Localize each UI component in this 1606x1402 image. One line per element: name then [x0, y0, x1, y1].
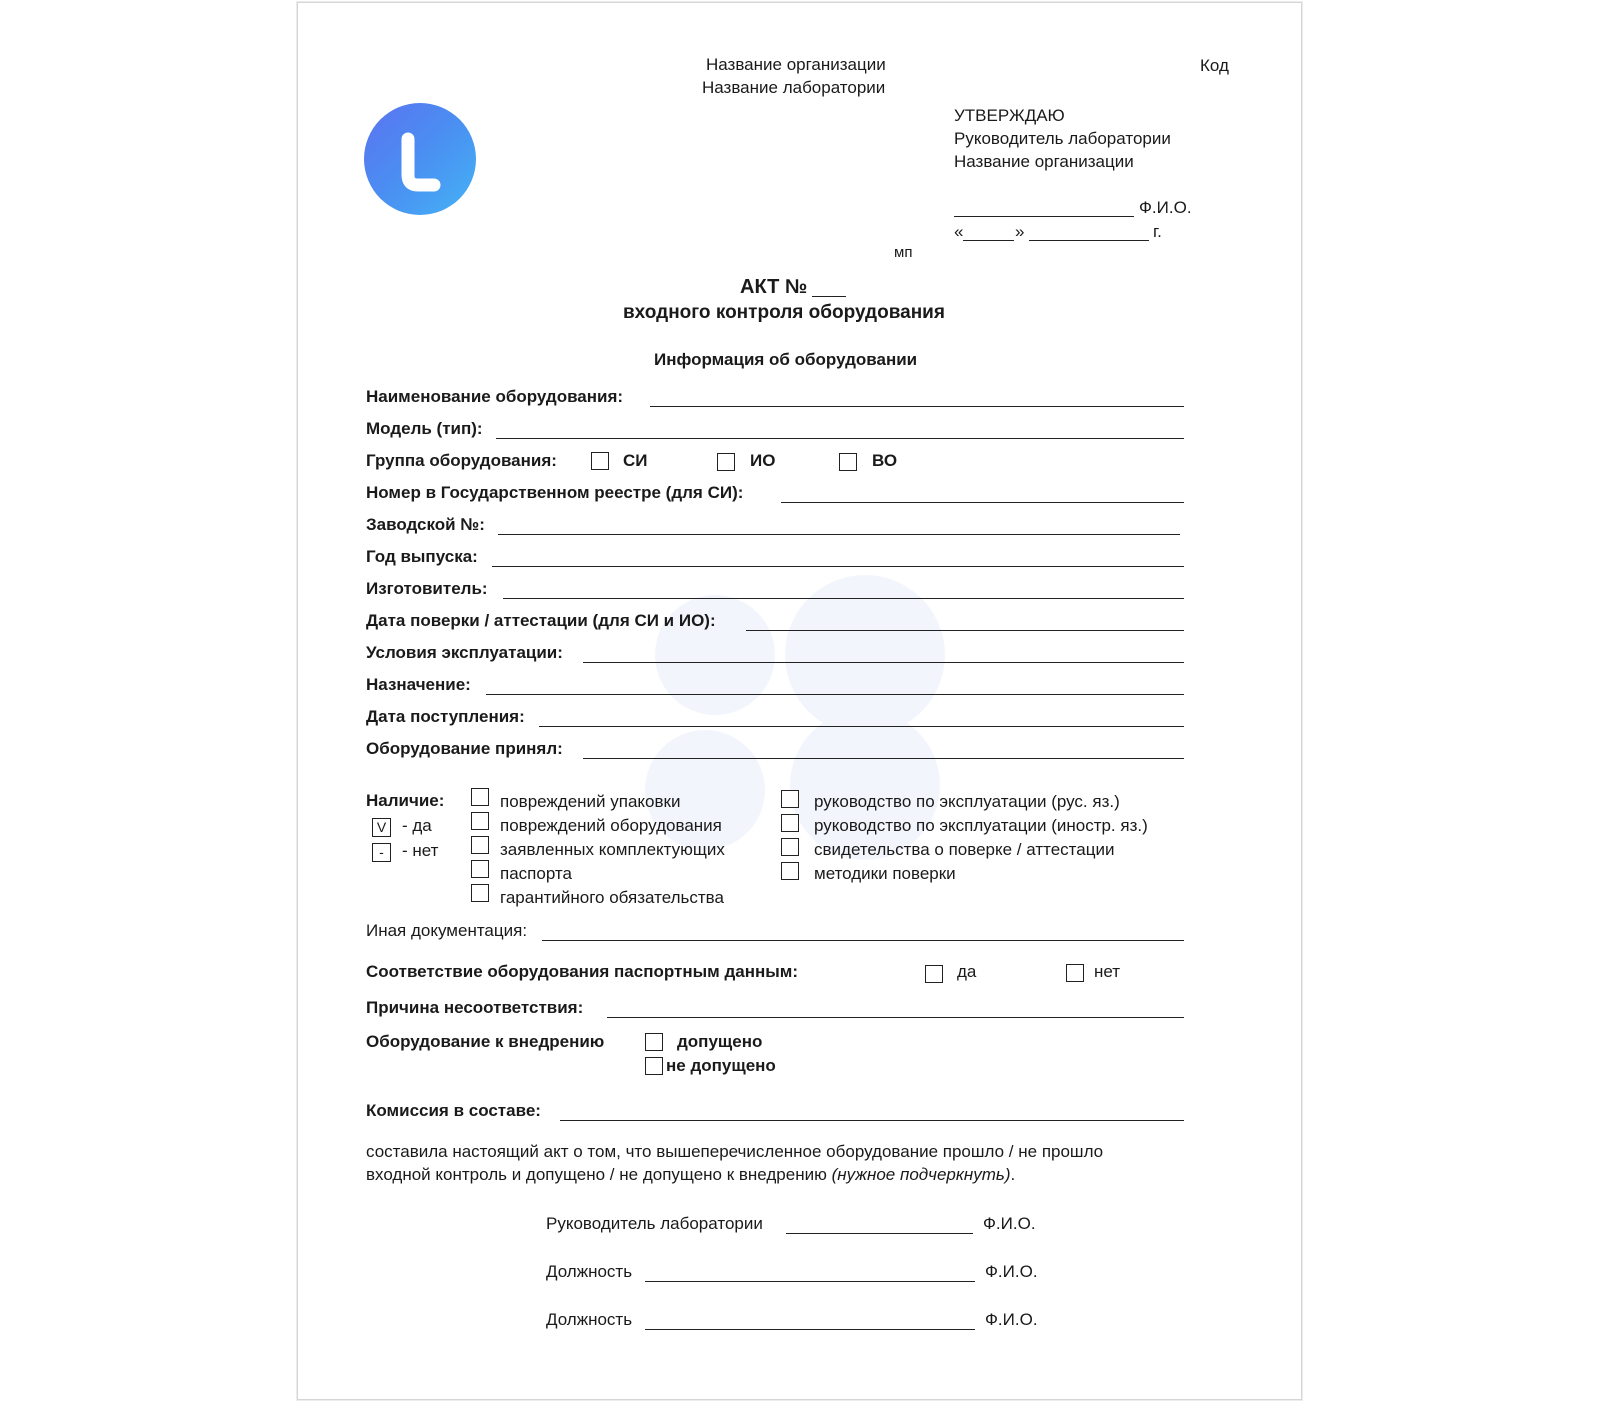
- signature-2-line[interactable]: [645, 1281, 975, 1282]
- group-vo-label: ВО: [872, 451, 898, 470]
- field-group-label: Группа оборудования:: [366, 451, 557, 470]
- deployment-allowed-checkbox[interactable]: [645, 1033, 663, 1051]
- field-name-line[interactable]: [650, 406, 1184, 407]
- approve-quote-open: «: [954, 222, 964, 241]
- signature-2-fio: Ф.И.О.: [985, 1262, 1038, 1281]
- approve-year-suffix: г.: [1153, 222, 1162, 241]
- presence-label: Наличие:: [366, 791, 445, 810]
- commission-text-2-end: .: [1010, 1165, 1016, 1184]
- approve-org: Название организации: [954, 152, 1134, 171]
- legend-yes-checkbox: V: [372, 818, 391, 837]
- presence-right-checkbox-2[interactable]: [781, 814, 799, 832]
- field-maker-label: Изготовитель:: [366, 579, 488, 598]
- signature-1-fio: Ф.И.О.: [983, 1214, 1036, 1233]
- signature-3-line[interactable]: [645, 1329, 975, 1330]
- other-docs-label: Иная документация:: [366, 921, 528, 940]
- field-arrival-line[interactable]: [539, 726, 1184, 727]
- signature-1-line[interactable]: [786, 1233, 973, 1234]
- presence-right-label-2: руководство по эксплуатации (иностр. яз.): [814, 816, 1148, 835]
- header-org-name: Название организации: [706, 55, 886, 74]
- signature-1-position: Руководитель лаборатории: [546, 1214, 763, 1233]
- company-logo-icon: [364, 103, 476, 215]
- field-arrival-label: Дата поступления:: [366, 707, 525, 726]
- signature-3-fio: Ф.И.О.: [985, 1310, 1038, 1329]
- presence-right-label-3: свидетельства о поверке / аттестации: [814, 840, 1115, 859]
- field-purpose-label: Назначение:: [366, 675, 471, 694]
- commission-label: Комиссия в составе:: [366, 1101, 541, 1120]
- commission-text-2-note: (нужное подчеркнуть): [831, 1165, 1011, 1184]
- field-year-label: Год выпуска:: [366, 547, 478, 566]
- approve-signature-line: [954, 216, 1134, 217]
- code-label: Код: [1200, 56, 1229, 75]
- other-docs-line[interactable]: [542, 940, 1184, 941]
- compliance-yes-label: да: [957, 962, 977, 981]
- legend-no-checkbox: -: [372, 843, 391, 862]
- presence-right-checkbox-1[interactable]: [781, 790, 799, 808]
- approve-quote-close: »: [1015, 222, 1025, 241]
- approve-position: Руководитель лаборатории: [954, 129, 1171, 148]
- compliance-yes-checkbox[interactable]: [925, 965, 943, 983]
- field-serial-label: Заводской №:: [366, 515, 485, 534]
- field-accepted-line[interactable]: [583, 758, 1184, 759]
- field-verify-date-line[interactable]: [746, 630, 1184, 631]
- presence-left-checkbox-1[interactable]: [471, 788, 489, 806]
- reason-line[interactable]: [607, 1017, 1184, 1018]
- field-conditions-label: Условия эксплуатации:: [366, 643, 563, 662]
- approve-day-line: [963, 240, 1014, 241]
- group-vo-checkbox[interactable]: [839, 453, 857, 471]
- section-title: Информация об оборудовании: [654, 350, 918, 369]
- deployment-label: Оборудование к внедрению: [366, 1032, 605, 1051]
- compliance-no-label: нет: [1094, 962, 1121, 981]
- presence-left-label-5: гарантийного обязательства: [500, 888, 724, 907]
- presence-left-label-1: повреждений упаковки: [500, 792, 681, 811]
- approve-month-line: [1029, 240, 1149, 241]
- field-name-label: Наименование оборудования:: [366, 387, 624, 406]
- approve-fio: Ф.И.О.: [1139, 198, 1192, 217]
- presence-left-checkbox-2[interactable]: [471, 812, 489, 830]
- field-accepted-label: Оборудование принял:: [366, 739, 563, 758]
- commission-text-2-main: входной контроль и допущено / не допущено к внедрению: [366, 1165, 827, 1184]
- group-si-checkbox[interactable]: [591, 452, 609, 470]
- field-conditions-line[interactable]: [583, 662, 1184, 663]
- signature-2-position: Должность: [546, 1262, 633, 1281]
- field-purpose-line[interactable]: [486, 694, 1184, 695]
- act-subtitle: входного контроля оборудования: [623, 302, 945, 323]
- commission-line[interactable]: [560, 1120, 1184, 1121]
- group-io-label: ИО: [750, 451, 776, 470]
- field-model-label: Модель (тип):: [366, 419, 483, 438]
- deployment-not-allowed-label: не допущено: [666, 1056, 776, 1075]
- deployment-not-allowed-checkbox[interactable]: [645, 1057, 663, 1075]
- commission-text-2: [366, 1165, 1015, 1185]
- reason-label: Причина несоответствия:: [366, 998, 584, 1017]
- act-number-line: [812, 296, 846, 297]
- group-io-checkbox[interactable]: [717, 453, 735, 471]
- commission-text-1: составила настоящий акт о том, что вышеперечисленное оборудование прошло / не прошло: [366, 1142, 1104, 1161]
- group-si-label: СИ: [623, 451, 648, 470]
- presence-left-label-2: повреждений оборудования: [500, 816, 722, 835]
- presence-left-checkbox-4[interactable]: [471, 860, 489, 878]
- field-verify-date-label: Дата поверки / аттестации (для СИ и ИО):: [366, 611, 716, 630]
- field-maker-line[interactable]: [503, 598, 1184, 599]
- presence-left-label-4: паспорта: [500, 864, 572, 883]
- legend-yes-label: - да: [402, 816, 432, 835]
- presence-left-label-3: заявленных комплектующих: [500, 840, 725, 859]
- presence-right-label-1: руководство по эксплуатации (рус. яз.): [814, 792, 1120, 811]
- deployment-allowed-label: допущено: [677, 1032, 763, 1051]
- stamp-label: мп: [894, 244, 913, 261]
- compliance-label: Соответствие оборудования паспортным данным:: [366, 962, 798, 981]
- field-year-line[interactable]: [492, 566, 1184, 567]
- presence-right-checkbox-3[interactable]: [781, 838, 799, 856]
- act-title: АКТ №: [740, 276, 808, 298]
- field-serial-line[interactable]: [498, 534, 1180, 535]
- field-registry-line[interactable]: [781, 502, 1184, 503]
- presence-left-checkbox-5[interactable]: [471, 884, 489, 902]
- compliance-no-checkbox[interactable]: [1066, 964, 1084, 982]
- field-registry-label: Номер в Государственном реестре (для СИ):: [366, 483, 744, 502]
- field-model-line[interactable]: [496, 438, 1184, 439]
- legend-no-label: - нет: [402, 841, 439, 860]
- presence-right-label-4: методики поверки: [814, 864, 956, 883]
- signature-3-position: Должность: [546, 1310, 633, 1329]
- presence-left-checkbox-3[interactable]: [471, 836, 489, 854]
- header-lab-name: Название лаборатории: [702, 78, 886, 97]
- presence-right-checkbox-4[interactable]: [781, 862, 799, 880]
- approve-title: УТВЕРЖДАЮ: [954, 106, 1065, 125]
